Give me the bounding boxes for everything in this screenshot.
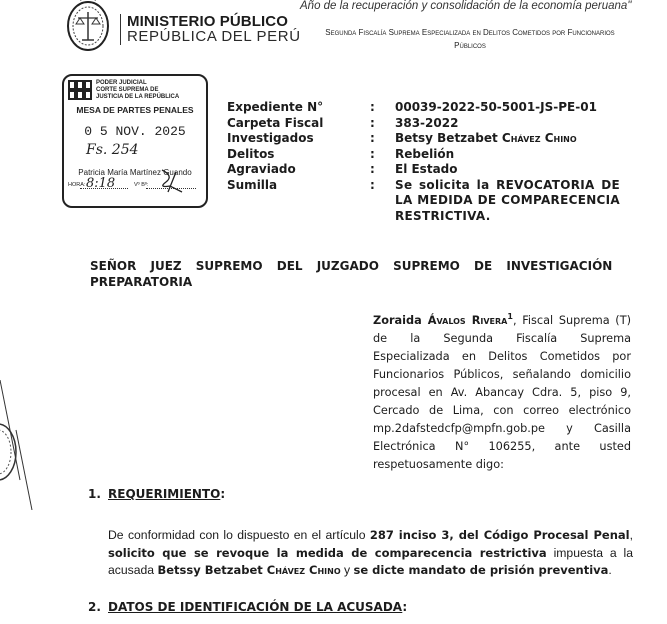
case-label: Agraviado: [227, 162, 296, 176]
case-value: El Estado: [395, 162, 458, 176]
stamp-hora-label: HORA:: [68, 182, 86, 188]
case-label: Expediente N°: [227, 100, 324, 114]
section-1-body: [108, 527, 633, 580]
case-colon: :: [370, 146, 375, 161]
body-text: .: [608, 563, 612, 577]
intro-text: , Fiscal Suprema (T) de la Segunda Fiscalía Suprema Especializada en Delitos Cometidos por Funcionarios Públicos, señalando domicilio procesal en Av. Abancay Cdra. 5, piso 9, Cercado de Lima, con correo electrónico mp.2dafstedcfp@mpfn.gob.pe y Casilla Electrónica N° 106255, ante usted respetuosamente digo:: [373, 313, 632, 471]
case-colon: :: [370, 115, 375, 130]
ministerio-publico-seal-icon: [62, 0, 114, 52]
stamp-office: MESA DE PARTES PENALES: [76, 105, 194, 115]
case-value: 00039-2022-50-5001-JS-PE-01: [395, 100, 597, 114]
case-value: [395, 131, 657, 147]
stamp-org-line2: CORTE SUPREMA DE: [96, 87, 159, 93]
case-value: Se solicita la REVOCATORIA DE LA MEDIDA DE COMPARECENCIA RESTRICTIVA.: [395, 177, 620, 223]
case-info-table: [227, 100, 657, 224]
case-label: Delitos: [227, 146, 275, 161]
section-2-heading: [88, 600, 407, 614]
legal-article-reference: 287 inciso 3, del Código Procesal Penal: [369, 528, 630, 542]
office-name-line1: Segunda Fiscalía Suprema Especializada en Delitos Cometidos por Funcionarios: [325, 28, 615, 37]
case-value: 383-2022: [395, 115, 459, 130]
defendant-surname: Chávez Chino: [266, 563, 341, 577]
case-row-investigados: [227, 131, 657, 147]
case-value: Rebelión: [395, 146, 455, 161]
case-colon: :: [370, 162, 375, 176]
prosecutor-intro-paragraph: [373, 308, 631, 474]
office-name-line2: Públicos: [454, 41, 486, 50]
case-label: Sumilla: [227, 177, 278, 192]
year-motto: Año de la recuperación y consolidación de la economía peruana": [300, 0, 632, 12]
section-suffix: :: [402, 600, 408, 614]
body-text: De conformidad con lo dispuesto en el artículo: [108, 528, 370, 542]
case-colon: :: [370, 131, 375, 145]
institution-name: [120, 14, 301, 45]
prosecutor-surname: Ávalos Rivera: [427, 313, 508, 327]
request-statement: solicito que se revoque la medida de comparecencia restrictiva: [108, 545, 547, 560]
case-row-delitos: [227, 147, 657, 163]
signature-mark-icon: [156, 168, 190, 194]
preventive-detention-request: se dicte mandato de prisión preventiva: [353, 563, 609, 577]
case-label: Investigados: [227, 131, 314, 145]
footnote-marker: 1: [507, 312, 513, 321]
stamp-clerk-name: Patricia María Martínez Guando: [78, 168, 192, 177]
reception-stamp: [62, 74, 208, 208]
section-1-heading: [88, 487, 225, 501]
stamp-org-line1: PODER JUDICIAL: [96, 80, 147, 86]
institution-name-line1: MINISTERIO PÚBLICO: [127, 13, 288, 30]
addressee-line1: SEÑOR JUEZ SUPREMO DEL JUZGADO SUPREMO DE INVESTIGACIÓN: [90, 259, 613, 273]
section-number: 1.: [88, 487, 101, 501]
defendant-surname: Chávez Chino: [501, 131, 577, 145]
body-text: y: [340, 563, 354, 577]
section-number: 2.: [88, 600, 101, 614]
case-label: Carpeta Fiscal: [227, 115, 324, 130]
stamp-hora-value: 8:18: [86, 176, 116, 191]
section-title: REQUERIMIENTO: [108, 487, 221, 501]
case-row-carpeta-fiscal: [227, 116, 657, 132]
defendant-given-name: Betssy Betzabet: [157, 563, 267, 577]
stamp-org-line3: JUSTICIA DE LA REPÚBLICA: [96, 94, 180, 100]
stamp-folios: Fs. 254: [86, 142, 139, 158]
prosecutor-given-name: Zoraida: [373, 313, 428, 327]
case-row-expediente: [227, 100, 657, 116]
case-row-agraviado: [227, 162, 657, 178]
case-colon: :: [370, 100, 375, 114]
body-text: impuesta a la acusada: [108, 545, 634, 577]
body-text: ,: [629, 528, 633, 542]
case-colon: :: [370, 177, 375, 192]
stamp-vb-label: Vº Bº:: [134, 182, 149, 188]
addressee-line2: PREPARATORIA: [90, 275, 193, 289]
section-title: DATOS DE IDENTIFICACIÓN DE LA ACUSADA: [108, 600, 403, 614]
stamp-date: 0 5 NOV. 2025: [84, 124, 186, 139]
section-suffix: :: [220, 487, 226, 501]
institution-name-line2: REPÚBLICA DEL PERÚ: [127, 28, 301, 45]
office-name: [290, 26, 650, 52]
stamp-hora-line: [80, 188, 128, 189]
defendant-given-name: Betsy Betzabet: [395, 131, 502, 145]
partial-seal-icon: [0, 380, 40, 510]
case-row-sumilla: [227, 178, 657, 225]
poder-judicial-logo-icon: [68, 80, 92, 100]
